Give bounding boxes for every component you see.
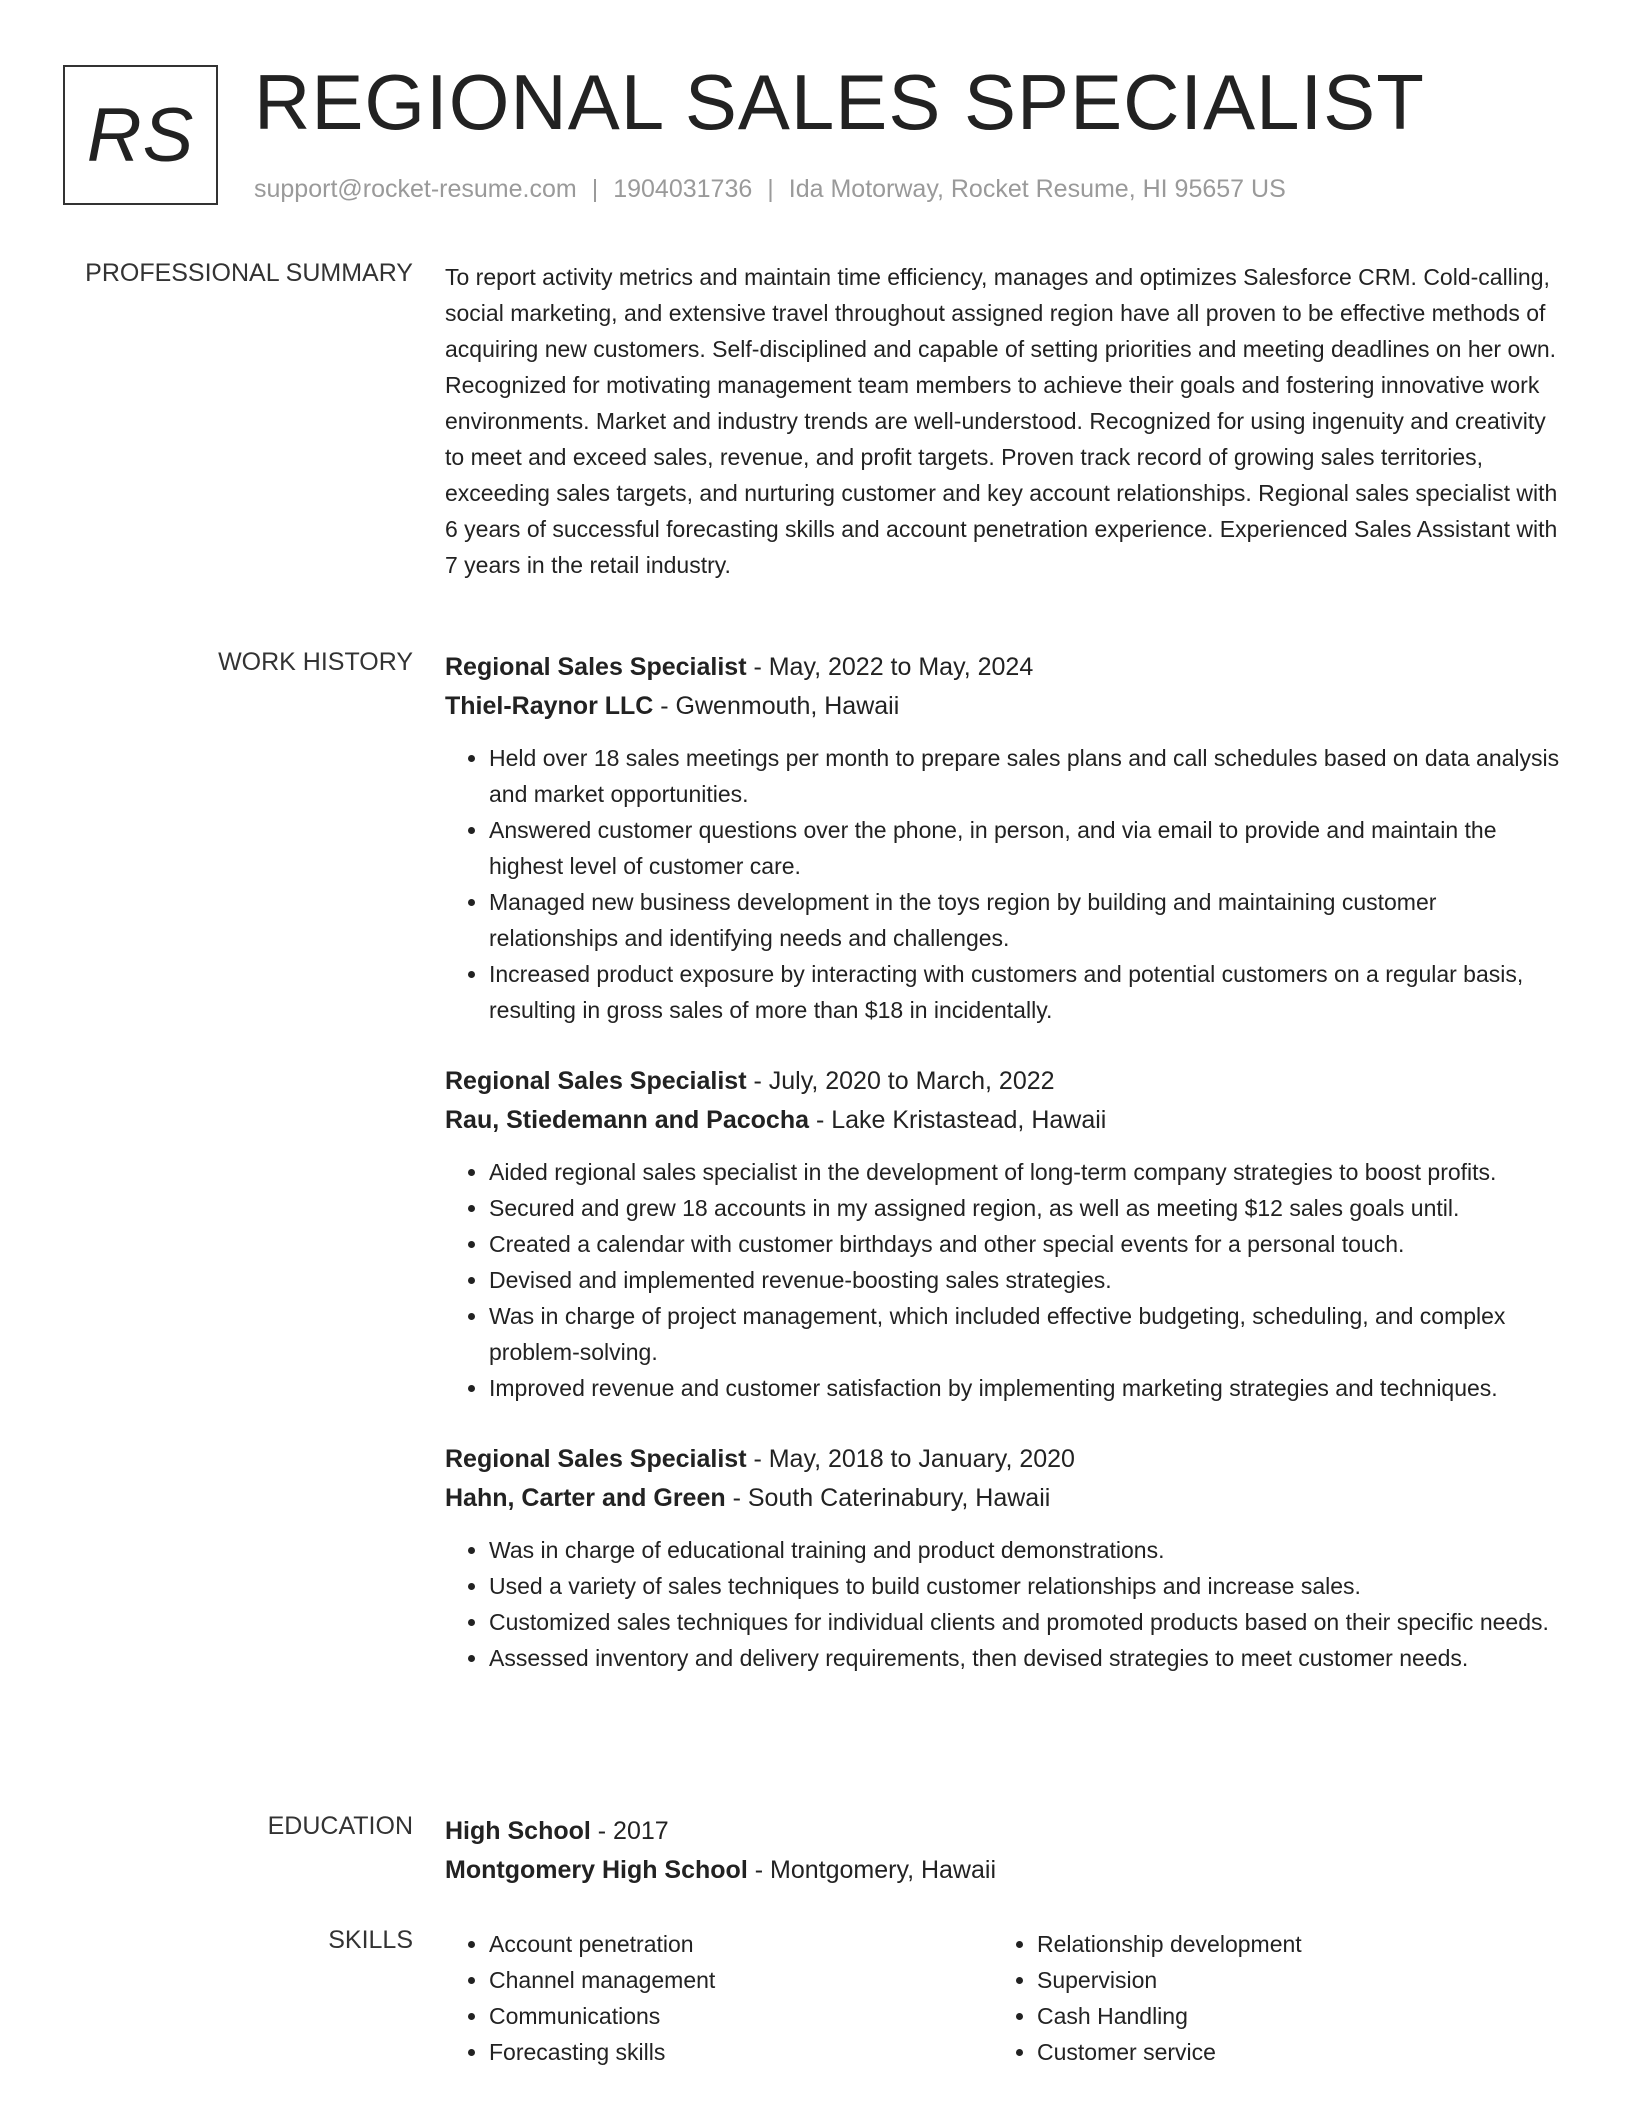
job-company-line [445,1479,1560,1518]
job-bullet: • Held over 18 sales meetings per month to prepare sales plans and call schedules based on data analysis and market opportunities. [489,740,1560,812]
job-location: - Gwenmouth, Hawaii [653,692,900,720]
work-history-label: WORK HISTORY [218,648,413,676]
skill-item: • Channel management [489,1962,993,1998]
education-school-line [445,1851,1560,1890]
work-history-list [445,648,1560,1710]
job-entry [445,648,1560,1028]
job-dates: - July, 2020 to March, 2022 [746,1067,1055,1095]
summary-text: To report activity metrics and maintain time efficiency, manages and optimizes Salesforce CRM. Cold-calling, social marketing, and extensive travel throughout assigned region have all proven to be effective methods of acquiring new customers. Self-disciplined and capable of setting priorities and meeting deadlines on her own. Recognized for motivating management team members to achieve their goals and fostering innovative work environments. Market and industry trends are well-understood. Recognized for using ingenuity and creativity to meet and exceed sales, revenue, and profit targets. Proven track record of growing sales territories, exceeding sales targets, and nurturing customer and key account relationships. Regional sales specialist with 6 years of successful forecasting skills and account penetration experience. Experienced Sales Assistant with 7 years in the retail industry. [445,264,1558,578]
skills-column-left [445,1926,993,2070]
job-company-line [445,1101,1560,1140]
job-bullet: • Devised and implemented revenue-boosting sales strategies. [489,1262,1560,1298]
education-degree: High School [445,1817,591,1845]
job-title-line [445,1440,1560,1479]
job-bullets [445,1532,1560,1676]
job-bullet: • Managed new business development in the toys region by building and maintaining customer relationships and identifying needs and challenges. [489,884,1560,956]
job-bullet: • Created a calendar with customer birthdays and other special events for a personal touch. [489,1226,1560,1262]
education-location: - Montgomery, Hawaii [747,1856,996,1884]
job-dates: - May, 2022 to May, 2024 [746,653,1034,681]
job-bullet: • Improved revenue and customer satisfaction by implementing marketing strategies and techniques. [489,1370,1560,1406]
contact-address: Ida Motorway, Rocket Resume, HI 95657 US [788,175,1286,203]
education-school: Montgomery High School [445,1856,748,1884]
job-company-line [445,687,1560,726]
resume-header [63,58,1563,215]
skill-item: • Forecasting skills [489,2034,993,2070]
job-company: Hahn, Carter and Green [445,1484,726,1512]
contact-email: support@rocket-resume.com [254,175,577,203]
job-bullet: • Assessed inventory and delivery requirements, then devised strategies to meet customer needs. [489,1640,1560,1676]
job-title: Regional Sales Specialist [445,1067,747,1095]
job-bullets [445,1154,1560,1406]
job-bullet: • Answered customer questions over the phone, in person, and via email to provide and maintain the highest level of customer care. [489,812,1560,884]
resume-title: REGIONAL SALES SPECIALIST [254,58,1425,146]
contact-separator: | [767,175,774,203]
job-title-line [445,648,1560,687]
job-bullet: • Secured and grew 18 accounts in my assigned region, as well as meeting $12 sales goals until. [489,1190,1560,1226]
summary-label: PROFESSIONAL SUMMARY [85,259,413,287]
skills-label: SKILLS [328,1926,413,1954]
job-entry [445,1440,1560,1676]
job-bullet: • Was in charge of project management, which included effective budgeting, scheduling, and complex problem-solving. [489,1298,1560,1370]
job-bullets [445,740,1560,1028]
job-location: - Lake Kristastead, Hawaii [809,1106,1107,1134]
job-title: Regional Sales Specialist [445,653,747,681]
skill-item: • Relationship development [1037,1926,1541,1962]
job-title: Regional Sales Specialist [445,1445,747,1473]
skill-item: • Account penetration [489,1926,993,1962]
skills-column-right [993,1926,1541,2070]
job-bullet: • Customized sales techniques for individual clients and promoted products based on their specific needs. [489,1604,1560,1640]
job-company: Rau, Stiedemann and Pacocha [445,1106,809,1134]
job-company: Thiel-Raynor LLC [445,692,654,720]
job-bullet: • Used a variety of sales techniques to build customer relationships and increase sales. [489,1568,1560,1604]
job-bullet: • Aided regional sales specialist in the development of long-term company strategies to boost profits. [489,1154,1560,1190]
contact-phone: 1904031736 [613,175,753,203]
job-location: - South Caterinabury, Hawaii [725,1484,1051,1512]
education-degree-line [445,1812,1560,1851]
job-bullet: • Was in charge of educational training and product demonstrations. [489,1532,1560,1568]
job-title-line [445,1062,1560,1101]
monogram-logo [63,65,218,205]
skill-item: • Supervision [1037,1962,1541,1998]
skill-item: • Communications [489,1998,993,2034]
education-year: - 2017 [590,1817,669,1845]
contact-separator: | [591,175,599,203]
job-dates: - May, 2018 to January, 2020 [746,1445,1075,1473]
education-label: EDUCATION [267,1812,413,1840]
job-entry [445,1062,1560,1406]
monogram-initials: RS [86,92,195,178]
skill-item: • Cash Handling [1037,1998,1541,2034]
contact-line [254,175,1286,204]
job-bullet: • Increased product exposure by interacting with customers and potential customers on a regular basis, resulting in gross sales of more than $18 in incidentally. [489,956,1560,1028]
skills-grid [445,1926,1560,2070]
skill-item: • Customer service [1037,2034,1541,2070]
